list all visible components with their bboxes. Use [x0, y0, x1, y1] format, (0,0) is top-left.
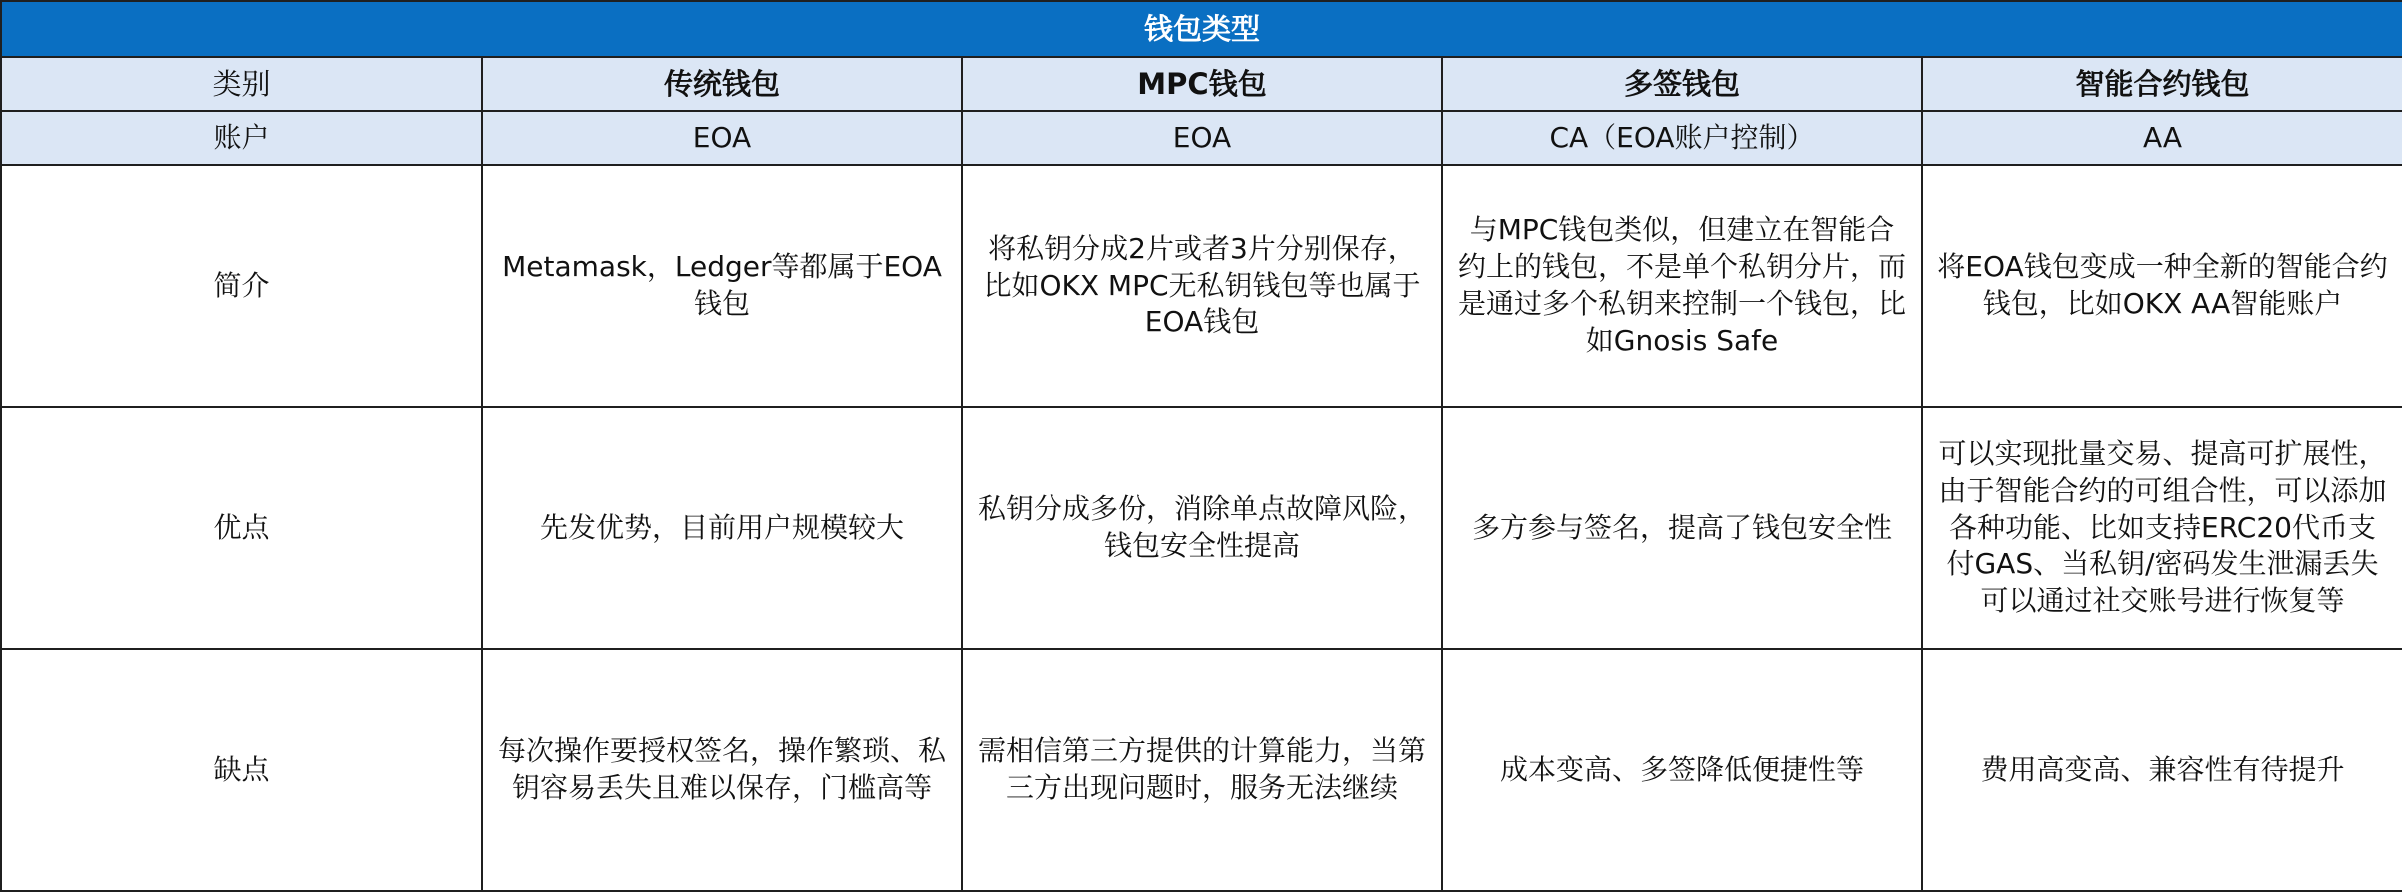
- row-label-account: 账户: [1, 111, 482, 165]
- cell-cons-mpc: 需相信第三方提供的计算能力，当第三方出现问题时，服务无法继续: [962, 649, 1442, 891]
- table-title: 钱包类型: [1, 1, 2402, 57]
- row-label-cons: 缺点: [1, 649, 482, 891]
- cell-cons-traditional: 每次操作要授权签名，操作繁琐、私钥容易丢失且难以保存，门槛高等: [482, 649, 962, 891]
- table-row-cons: [1, 649, 2402, 891]
- cell-intro-multisig: 与MPC钱包类似，但建立在智能合约上的钱包，不是单个私钥分片，而是通过多个私钥来控制一个钱包，比如Gnosis Safe: [1442, 165, 1922, 407]
- header-mpc-wallet: MPC钱包: [962, 57, 1442, 111]
- cell-intro-traditional: Metamask，Ledger等都属于EOA钱包: [482, 165, 962, 407]
- cell-account-multisig: CA（EOA账户控制）: [1442, 111, 1922, 165]
- cell-cons-multisig: 成本变高、多签降低便捷性等: [1442, 649, 1922, 891]
- cell-account-smart: AA: [1922, 111, 2402, 165]
- cell-intro-mpc: 将私钥分成2片或者3片分别保存，比如OKX MPC无私钥钱包等也属于EOA钱包: [962, 165, 1442, 407]
- header-multisig-wallet: 多签钱包: [1442, 57, 1922, 111]
- table-row-pros: [1, 407, 2402, 649]
- row-label-intro: 简介: [1, 165, 482, 407]
- cell-pros-smart: 可以实现批量交易、提高可扩展性，由于智能合约的可组合性，可以添加各种功能、比如支持ERC20代币支付GAS、当私钥/密码发生泄漏丢失可以通过社交账号进行恢复等: [1922, 407, 2402, 649]
- cell-cons-smart: 费用高变高、兼容性有待提升: [1922, 649, 2402, 891]
- cell-pros-mpc: 私钥分成多份，消除单点故障风险，钱包安全性提高: [962, 407, 1442, 649]
- cell-pros-traditional: 先发优势，目前用户规模较大: [482, 407, 962, 649]
- header-smart-contract-wallet: 智能合约钱包: [1922, 57, 2402, 111]
- table-title-row: [1, 1, 2402, 57]
- table-row-intro: [1, 165, 2402, 407]
- header-category: 类别: [1, 57, 482, 111]
- cell-account-mpc: EOA: [962, 111, 1442, 165]
- table-header-row: [1, 57, 2402, 111]
- table-row-account: [1, 111, 2402, 165]
- cell-pros-multisig: 多方参与签名，提高了钱包安全性: [1442, 407, 1922, 649]
- row-label-pros: 优点: [1, 407, 482, 649]
- cell-intro-smart: 将EOA钱包变成一种全新的智能合约钱包，比如OKX AA智能账户: [1922, 165, 2402, 407]
- cell-account-traditional: EOA: [482, 111, 962, 165]
- header-traditional-wallet: 传统钱包: [482, 57, 962, 111]
